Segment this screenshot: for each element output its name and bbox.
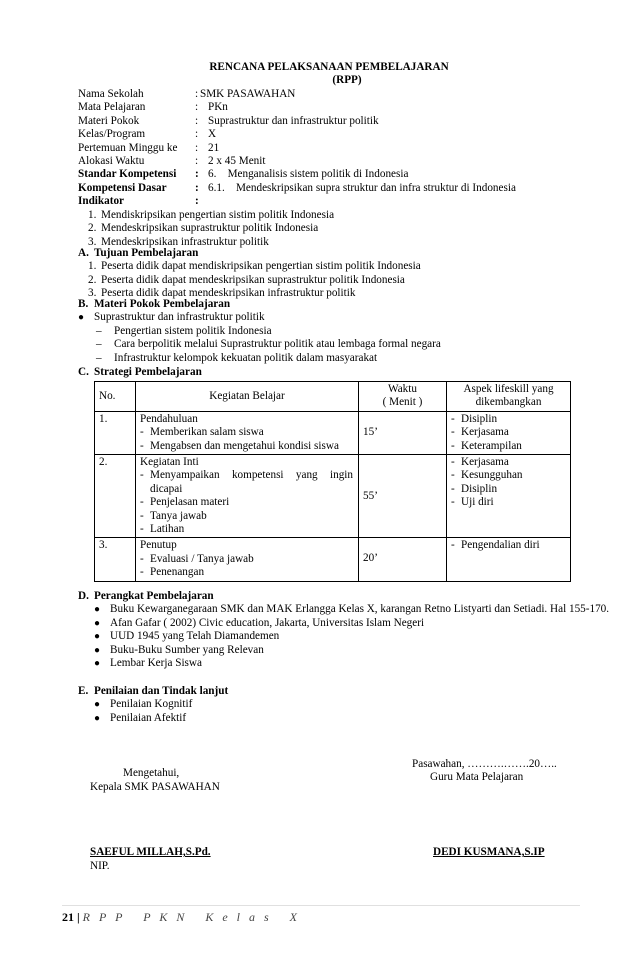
kegiatan-text: dicapai	[150, 482, 183, 495]
table-row	[95, 411, 571, 454]
list-text: Peserta didik dapat mendeskripsikan suprastruktur politik Indonesia	[101, 273, 405, 286]
section-title: Penilaian dan Tindak lanjut	[94, 685, 229, 697]
cell-aspek	[447, 455, 571, 538]
cell-kegiatan	[136, 411, 359, 454]
list-item	[78, 644, 618, 657]
section-letter: A.	[78, 247, 89, 259]
info-colon: :	[195, 88, 199, 100]
kegiatan-text: Tanya jawab	[150, 509, 207, 522]
info-label: Pertemuan Minggu ke	[78, 141, 178, 154]
info-colon: :	[195, 195, 199, 208]
list-text: Penilaian Afektif	[110, 711, 187, 724]
list-item	[78, 311, 618, 324]
dash-icon: –	[96, 351, 102, 364]
list-item	[78, 209, 618, 222]
info-row	[78, 128, 618, 141]
info-value: SMK PASAWAHAN	[200, 88, 296, 100]
list-number: 3.	[88, 287, 97, 300]
right-signer-name: DEDI KUSMANA,S.IP	[433, 846, 545, 858]
header-line: Waktu	[388, 383, 417, 395]
kegiatan-text: Memberikan salam siswa	[150, 426, 264, 439]
page-footer	[62, 911, 300, 924]
table-header-row	[95, 382, 571, 412]
list-item	[78, 657, 618, 670]
info-row	[78, 142, 618, 155]
list-text: UUD 1945 yang Telah Diamandemen	[110, 630, 280, 643]
section-title: Materi Pokok Pembelajaran	[94, 298, 231, 310]
dash-icon: –	[96, 324, 102, 337]
list-item	[78, 698, 618, 711]
kegiatan-item: - Penjelasan materi	[140, 496, 230, 509]
list-number: 1.	[88, 260, 97, 273]
footer-text: R P P P K N K e l a s X	[82, 910, 300, 924]
left-signer-name: SAEFUL MILLAH,S.Pd.	[90, 846, 211, 858]
cell-kegiatan	[136, 538, 359, 581]
info-value: X	[208, 128, 217, 141]
list-number: 1.	[88, 209, 97, 221]
kegiatan-title: Kegiatan Inti	[140, 456, 199, 469]
info-colon: :	[195, 114, 199, 127]
aspek-text: Disiplin	[461, 482, 498, 495]
section-b	[78, 298, 618, 365]
footer-separator: |	[77, 910, 80, 924]
list-text: Lembar Kerja Siswa	[110, 657, 202, 670]
list-item	[78, 222, 618, 235]
info-row	[78, 101, 618, 114]
kegiatan-item: - Memberikan salam siswa	[140, 426, 264, 439]
info-value: 21	[208, 141, 220, 154]
footer-divider	[62, 905, 580, 906]
right-signer-title: Guru Mata Pelajaran	[430, 771, 524, 783]
cell-waktu: 55’	[359, 455, 447, 538]
cell-no: 1.	[95, 411, 136, 454]
aspek-text: Keterampilan	[461, 439, 522, 452]
list-text: Mendeskripsikan infrastruktur politik	[101, 235, 269, 248]
info-label: Materi Pokok	[78, 114, 140, 127]
info-label: Mata Pelajaran	[78, 101, 146, 114]
bullet-icon: ●	[94, 644, 101, 656]
info-row	[78, 155, 618, 168]
cell-aspek	[447, 538, 571, 581]
info-value: 2 x 45 Menit	[208, 154, 266, 167]
section-a	[78, 247, 618, 301]
header-line: Aspek lifeskill yang	[463, 383, 554, 395]
bullet-icon: ●	[94, 604, 101, 616]
list-text: Penilaian Kognitif	[110, 698, 193, 711]
list-item	[78, 712, 618, 725]
section-letter: B.	[78, 298, 89, 310]
info-value: PKn	[208, 101, 228, 114]
section-letter: E.	[78, 685, 89, 697]
section-heading	[78, 366, 618, 379]
info-label: Kompetensi Dasar	[78, 181, 167, 194]
section-heading	[78, 247, 618, 260]
list-text: Infrastruktur kelompok kekuatan politik dalam masyarakat	[114, 351, 378, 364]
section-letter: D.	[78, 590, 89, 602]
list-text: Cara berpolitik melalui Suprastruktur politik atau lembaga formal negara	[114, 338, 441, 351]
aspek-item: - Keterampilan	[451, 439, 522, 452]
aspek-text: Kerjasama	[461, 456, 509, 469]
aspek-item: - Kerjasama	[451, 426, 509, 439]
header-line: dikembangkan	[475, 396, 542, 409]
document-title: RENCANA PELAKSANAAN PEMBELAJARAN	[209, 61, 449, 73]
cell-no: 3.	[95, 538, 136, 581]
aspek-text: Pengendalian diri	[461, 539, 540, 552]
list-item	[78, 260, 618, 273]
identity-info	[78, 88, 618, 209]
info-row	[78, 195, 618, 208]
aspek-text: Kerjasama	[461, 426, 509, 439]
list-item	[78, 617, 618, 630]
kegiatan-text: Penjelasan materi	[150, 496, 230, 509]
col-header-no: No.	[95, 382, 136, 412]
info-label: Indikator	[78, 195, 125, 208]
list-text: Pengertian sistem politik Indonesia	[114, 324, 272, 337]
col-header-waktu	[359, 382, 447, 412]
kegiatan-text: Mengabsen dan mengetahui kondisi siswa	[150, 439, 339, 452]
kegiatan-item-cont	[140, 483, 354, 496]
info-colon: :	[195, 128, 199, 141]
col-header-kegiatan: Kegiatan Belajar	[136, 382, 359, 412]
bullet-icon: ●	[78, 312, 85, 324]
list-item	[78, 325, 618, 338]
aspek-text: Disiplin	[461, 412, 498, 425]
aspek-item: - Disiplin	[451, 482, 498, 495]
kegiatan-item: - Latihan	[140, 523, 185, 536]
info-colon: :	[195, 141, 199, 154]
cell-waktu: 20’	[359, 538, 447, 581]
list-number: 3.	[88, 235, 97, 248]
table-row	[95, 538, 571, 581]
cell-kegiatan	[136, 455, 359, 538]
list-number: 2.	[88, 222, 97, 235]
kegiatan-title: Pendahuluan	[140, 412, 198, 425]
header-line: ( Menit )	[382, 396, 423, 409]
aspek-item: - Kerjasama	[451, 456, 509, 469]
list-text: Peserta didik dapat mendiskripsikan pengertian sistim politik Indonesia	[101, 260, 421, 273]
cell-no: 2.	[95, 455, 136, 538]
aspek-item: - Disiplin	[451, 412, 498, 425]
list-text: Mendiskripsikan pengertian sistim politik Indonesia	[101, 209, 335, 221]
info-row	[78, 182, 618, 195]
aspek-item: - Uji diri	[451, 496, 494, 509]
list-number: 2.	[88, 273, 97, 286]
info-label: Alokasi Waktu	[78, 154, 145, 167]
info-label: Kelas/Program	[78, 128, 146, 141]
bullet-icon: ●	[94, 617, 101, 629]
list-text: Afan Gafar ( 2002) Civic education, Jakarta, Universitas Islam Negeri	[110, 616, 425, 629]
bullet-icon: ●	[94, 699, 101, 711]
page-number: 21	[62, 910, 74, 924]
col-header-aspek	[447, 382, 571, 412]
left-signer-nip: NIP.	[90, 860, 110, 872]
section-heading	[78, 298, 618, 311]
info-colon: :	[195, 168, 199, 181]
aspek-item: - Kesungguhan	[451, 469, 523, 482]
bullet-icon: ●	[94, 631, 101, 643]
info-colon: :	[195, 101, 199, 114]
kegiatan-text: Menyampaikan kompetensi yang ingin	[150, 469, 353, 482]
info-row	[78, 88, 618, 101]
place-date: Pasawahan, ……….…….20…..	[412, 758, 557, 770]
list-item	[78, 338, 618, 351]
info-row	[78, 115, 618, 128]
list-text: Mendeskripsikan suprastruktur politik Indonesia	[101, 222, 319, 235]
bullet-icon: ●	[94, 712, 101, 724]
kegiatan-text: Evaluasi / Tanya jawab	[150, 552, 254, 565]
dash-icon: –	[96, 338, 102, 351]
list-text: Buku Kewarganegaraan SMK dan MAK Erlangga Kelas X, karangan Retno Listyarti dan Setiadi. Hal 155-170.	[110, 603, 610, 616]
info-label: Standar Kompetensi	[78, 168, 177, 181]
list-text: Buku-Buku Sumber yang Relevan	[110, 643, 264, 656]
section-letter: C.	[78, 366, 89, 378]
cell-aspek	[447, 411, 571, 454]
list-item	[78, 630, 618, 643]
aspek-text: Uji diri	[461, 496, 494, 509]
kegiatan-item: - Tanya jawab	[140, 509, 207, 522]
list-text: Peserta didik dapat mendeskripsikan infrastruktur politik	[101, 287, 356, 300]
left-signer-position: Kepala SMK PASAWAHAN	[90, 781, 220, 793]
left-signer-title: Mengetahui,	[123, 767, 180, 779]
kegiatan-item: - Evaluasi / Tanya jawab	[140, 552, 254, 565]
kegiatan-text: Latihan	[150, 523, 185, 536]
section-title: Strategi Pembelajaran	[94, 366, 202, 378]
info-row	[78, 168, 618, 181]
section-d	[78, 590, 618, 670]
info-label: Nama Sekolah	[78, 88, 144, 100]
section-heading	[78, 685, 618, 698]
info-colon: :	[195, 181, 199, 194]
kegiatan-item: - Menyampaikan kompetensi yang ingin	[140, 469, 353, 482]
section-e	[78, 685, 618, 725]
list-item	[78, 274, 618, 287]
kegiatan-item: - Penenangan	[140, 566, 205, 579]
document-subtitle: (RPP)	[332, 74, 362, 86]
aspek-item: - Pengendalian diri	[451, 539, 540, 552]
info-value: Suprastruktur dan infrastruktur politik	[208, 114, 379, 127]
bullet-icon: ●	[94, 658, 101, 670]
list-item	[78, 352, 618, 365]
info-value: 6.1. Mendeskripsikan supra struktur dan infra struktur di Indonesia	[208, 181, 516, 194]
section-title: Perangkat Pembelajaran	[94, 590, 214, 602]
kegiatan-text: Penenangan	[150, 566, 205, 579]
kegiatan-title: Penutup	[140, 539, 177, 552]
table-row	[95, 455, 571, 538]
section-title: Tujuan Pembelajaran	[94, 247, 199, 259]
list-item	[78, 603, 618, 616]
kegiatan-table	[94, 381, 571, 582]
info-value: 6. Menganalisis sistem politik di Indonesia	[208, 168, 409, 181]
section-heading	[78, 590, 618, 603]
list-text: Suprastruktur dan infrastruktur politik	[94, 311, 265, 324]
cell-waktu: 15’	[359, 411, 447, 454]
kegiatan-item: - Mengabsen dan mengetahui kondisi siswa	[140, 439, 339, 452]
info-colon: :	[195, 154, 199, 167]
aspek-text: Kesungguhan	[461, 469, 523, 482]
section-c	[78, 366, 618, 379]
indikator-list	[78, 209, 618, 249]
